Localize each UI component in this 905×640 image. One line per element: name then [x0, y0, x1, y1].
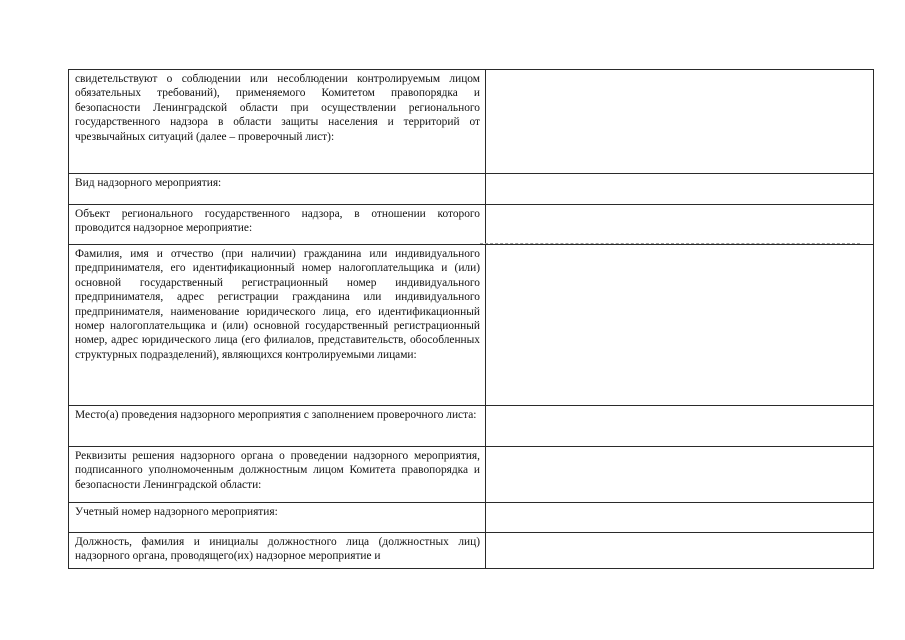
row-label-text: Объект регионального государственного надзора, в отношении которого проводится надзорное мероприятие: — [75, 208, 480, 235]
table-row — [69, 503, 874, 533]
table-row — [69, 205, 874, 245]
row-label-text: Должность, фамилия и инициалы должностного лица (должностных лиц) надзорного органа, проводящего(их) надзорное мероприятие и — [75, 536, 480, 563]
row-label-text: Вид надзорного мероприятия: — [75, 177, 222, 189]
table-row — [69, 447, 874, 503]
row-value-cell[interactable] — [486, 533, 874, 569]
table-row — [69, 245, 874, 406]
table-row — [69, 406, 874, 447]
scan-artifact-line — [480, 243, 860, 244]
row-value-cell[interactable] — [486, 245, 874, 406]
row-label-text: свидетельствуют о соблюдении или несоблюдении контролируемым лицом обязательных требований), применяемого Комитетом правопорядка и безопасности Ленинградской области при осуществлении регионального государственного надзора в области защиты населения и территорий от чрезвычайных ситуаций (далее – проверочный лист): — [75, 73, 480, 143]
row-label-registration-number — [69, 503, 486, 533]
row-label-text: Фамилия, имя и отчество (при наличии) гражданина или индивидуального предпринимателя, его идентификационный номер налогоплательщика и (или) основной государственный регистрационный номер индивидуального предпринимателя, адрес регистрации гражданина или индивидуального предпринимателя, наименование юридического лица, его идентификационный номер налогоплательщика и (или) основной государственный регистрационный номер, адрес юридического лица (его филиалов, представительств, обособленных структурных подразделений), являющихся контролируемыми лицами: — [75, 248, 480, 361]
row-value-cell[interactable] — [486, 447, 874, 503]
row-label-official — [69, 533, 486, 569]
row-value-cell[interactable] — [486, 406, 874, 447]
row-value-cell[interactable] — [486, 174, 874, 205]
row-value-cell[interactable] — [486, 70, 874, 174]
row-label-text: Учетный номер надзорного мероприятия: — [75, 506, 278, 518]
table-row — [69, 70, 874, 174]
row-label-supervision-object — [69, 205, 486, 245]
table-row — [69, 174, 874, 205]
row-label-inspection-place — [69, 406, 486, 447]
row-value-cell[interactable] — [486, 205, 874, 245]
row-label-checklist-title — [69, 70, 486, 174]
table-row — [69, 533, 874, 569]
row-label-text: Реквизиты решения надзорного органа о проведении надзорного мероприятия, подписанного уполномоченным должностным лицом Комитета правопорядка и безопасности Ленинградской области: — [75, 450, 480, 491]
row-value-cell[interactable] — [486, 503, 874, 533]
row-label-controlled-person — [69, 245, 486, 406]
row-label-decision-details — [69, 447, 486, 503]
checklist-header-table — [68, 69, 874, 569]
row-label-inspection-type — [69, 174, 486, 205]
row-label-text: Место(а) проведения надзорного мероприятия с заполнением проверочного листа: — [75, 409, 477, 421]
